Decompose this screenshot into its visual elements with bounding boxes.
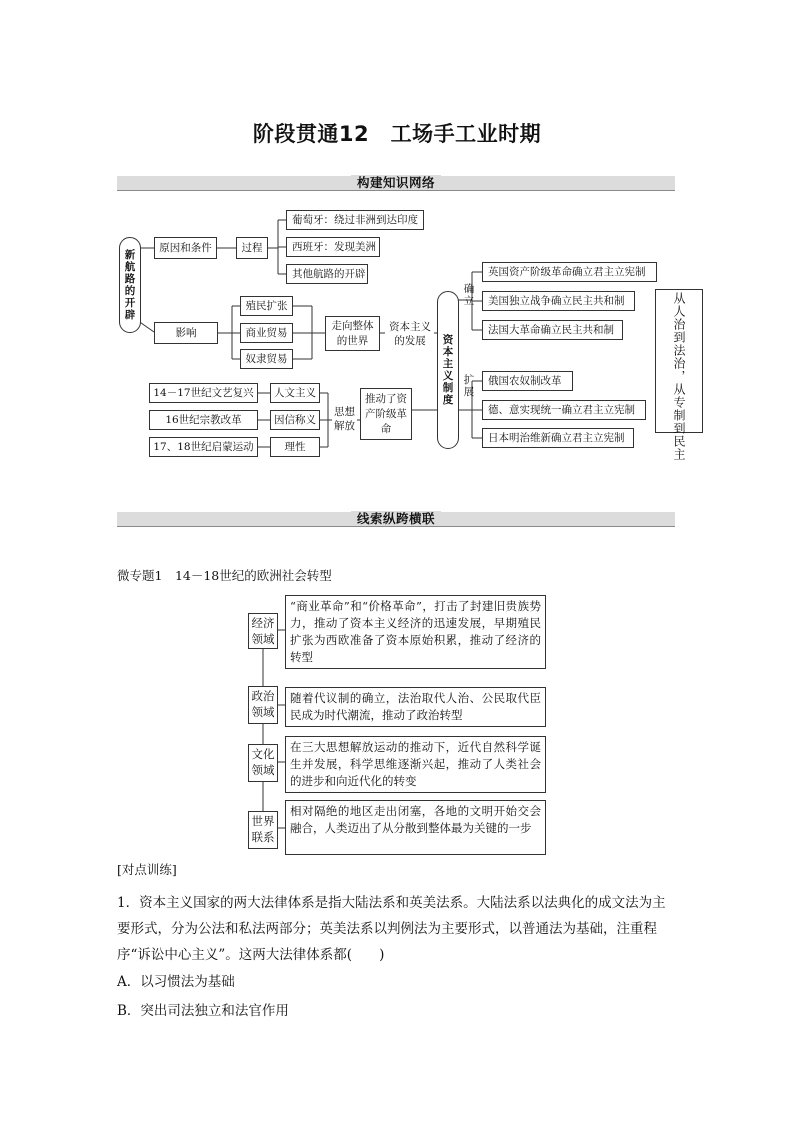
field-world: 世界联系 [248, 811, 278, 849]
node-idea-humanism: 人文主义 [270, 383, 320, 403]
label-expand: 扩展 [463, 374, 475, 398]
node-enlightenment: 17、18世纪启蒙运动 [149, 437, 258, 457]
node-root: 新航路的开辟 [119, 237, 141, 333]
node-established-france: 法国大革命确立民主共和制 [482, 320, 623, 340]
field-culture: 文化领域 [248, 744, 278, 782]
exercise-option-b: B．突出司法独立和法官作用 [117, 1003, 289, 1019]
field-economy: 经济领域 [248, 613, 278, 649]
node-effect-colonial: 殖民扩张 [240, 296, 293, 316]
node-voyage-spain: 西班牙：发现美洲 [286, 237, 380, 257]
node-effect-slave: 奴隶贸易 [240, 349, 293, 369]
node-cause: 原因和条件 [154, 237, 217, 259]
field-politics: 政治领域 [248, 686, 278, 724]
section-label: 构建知识网络 [351, 175, 441, 190]
node-expanded-russia: 俄国农奴制改革 [482, 371, 573, 391]
node-whole-world: 走向整体的世界 [325, 316, 380, 351]
exercise-heading: [对点训练] [117, 862, 177, 877]
desc-culture: 在三大思想解放运动的推动下，近代自然科学诞生并发展，科学思维逐渐兴起，推动了人类社会的进步和向近代化的转变 [285, 736, 546, 793]
desc-world: 相对隔绝的地区走出闭塞，各地的文明开始交会融合，人类迈出了从分散到整体最为关键的一步 [285, 800, 546, 855]
node-effect-trade: 商业贸易 [240, 323, 293, 343]
page-title: 阶段贯通12 工场手工业时期 [252, 122, 542, 146]
desc-economy: “商业革命”和“价格革命”，打击了封建旧贵族势力，推动了资本主义经济的迅速发展，早期殖民扩张为西欧准备了资本原始积累，推动了经济的转型 [285, 595, 546, 669]
label-establish: 确立 [463, 283, 475, 307]
node-expanded-japan: 日本明治维新确立君主立宪制 [482, 428, 634, 448]
node-voyage-portugal: 葡萄牙：绕过非洲到达印度 [286, 210, 424, 230]
node-idea-faith: 因信称义 [270, 410, 320, 430]
node-idea-reason: 理性 [270, 437, 320, 457]
desc-politics: 随着代议制的确立，法治取代人治、公民取代臣民成为时代潮流，推动了政治转型 [285, 687, 546, 727]
node-process: 过程 [236, 237, 268, 259]
node-revolution: 推动了资产阶级革命 [360, 388, 412, 440]
node-renaissance: 14－17世纪文艺复兴 [149, 383, 258, 403]
node-established-usa: 美国独立战争确立民主共和制 [482, 291, 635, 311]
exercise-option-a: A．以习惯法为基础 [117, 974, 235, 990]
node-established-england: 英国资产阶级革命确立君主立宪制 [482, 262, 657, 282]
topic-title: 微专题1 14－18世纪的欧洲社会转型 [117, 568, 332, 583]
node-capitalist-system: 资本主义制度 [437, 291, 459, 449]
node-voyage-others: 其他航路的开辟 [286, 264, 368, 284]
node-capitalism-dev: 资本主义的发展 [389, 321, 431, 347]
node-expanded-germany-italy: 德、意实现统一确立君主立宪制 [482, 400, 646, 420]
trend-text: 从人治到法治，从专制到民主 [672, 292, 686, 461]
node-liberation: 思想解放 [334, 406, 355, 432]
section-label: 线索纵跨横联 [351, 511, 441, 526]
node-reformation: 16世纪宗教改革 [149, 410, 258, 430]
node-influence: 影响 [154, 322, 218, 344]
exercise-question: 1．资本主义国家的两大法律体系是指大陆法系和英美法系。大陆法系以法典化的成文法为主要形式，分为公法和私法两部分；英美法系以判例法为主要形式，以普通法为基础，注重程序“诉讼中心主义”。这两大法律体系都( ) [117, 895, 666, 963]
